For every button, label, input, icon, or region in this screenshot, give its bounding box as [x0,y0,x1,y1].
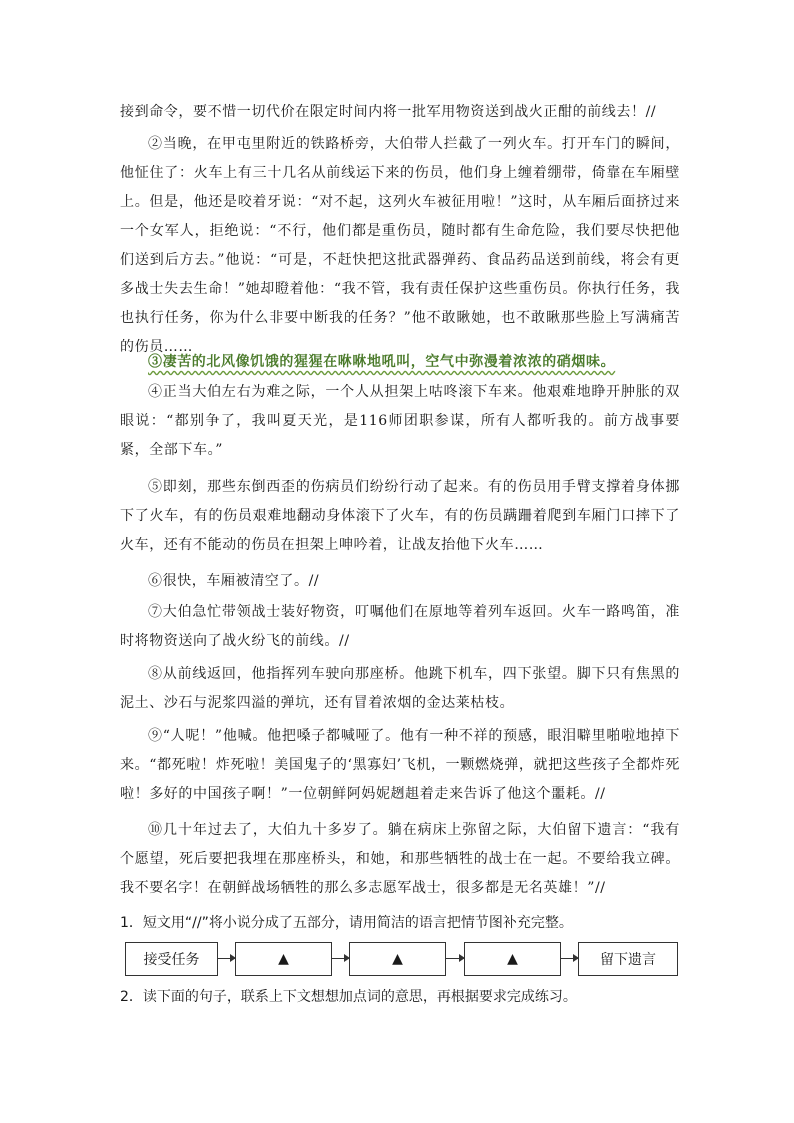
story-paragraph-8: ⑧从前线返回，他指挥列车驶向那座桥。他跳下机车，四下张望。脚下只有焦黑的泥土、沙石与泥浆四溢的弹坑，还有冒着浓烟的金达莱枯枝。 [120,666,680,711]
story-paragraph-3-highlighted [120,348,680,377]
flow-arrow-3 [446,958,464,959]
plot-flowchart [125,942,680,978]
story-paragraph-2: ②当晚，在甲屯里附近的铁路桥旁，大伯带人拦截了一列火车。打开车门的瞬间，他怔住了：火车上有三十几名从前线运下来的伤员，他们身上缠着绷带，倚靠在车厢壁上。但是，他还是咬着牙说：“对不起，这列火车被征用啦！”这时，从车厢后面挤过来一个女军人，拒绝说：“不行，他们都是重伤员，随时都有生命危险，我们要尽快把他们送到后方去。”他说：“可是，不赶快把这批武器弹药、食品药品送到前线，将会有更多战士失去生命！”她却瞪着他：“我不管，我有责任保护这些重伤员。你执行任务，我也执行任务，你为什么非要中断我的任务？”他不敢瞅她，也不敢瞅那些脸上写满痛苦的伤员…… [120,136,680,355]
flow-step-2-blank[interactable]: ▲ [235,942,332,976]
story-paragraph-4: ④正当大伯左右为难之际，一个人从担架上咕咚滚下车来。他艰难地睁开肿胀的双眼说：“都别争了，我叫夏天光，是116师团职参谋，所有人都听我的。前方战事要紧，全部下车。” [120,384,680,458]
story-paragraph-5: ⑤即刻，那些东倒西歪的伤病员们纷纷行动了起来。有的伤员用手臂支撑着身体挪下了火车，有的伤员艰难地翻动身体滚下了火车，有的伤员蹒跚着爬到车厢门口摔下了火车，还有不能动的伤员在担架上呻吟着，让战友抬他下火车…… [120,479,680,553]
story-paragraph-10: ⑩几十年过去了，大伯九十多岁了。躺在病床上弥留之际，大伯留下遗言：“我有个愿望，死后要把我埋在那座桥头，和她，和那些牺牲的战士在一起。不要给我立碑。我不要名字！在朝鲜战场牺牲的那么多志愿军战士，很多都是无名英雄！”// [120,822,680,896]
question-2: 2．读下面的句子，联系上下文想想加点词的意思，再根据要求完成练习。 [120,989,577,1005]
flow-step-4-blank[interactable]: ▲ [464,942,561,976]
flow-step-5: 留下遗言 [578,942,678,976]
flow-step-3-blank[interactable]: ▲ [349,942,446,976]
highlighted-sentence: ③凄苦的北风像饥饿的猩猩在咻咻地吼叫，空气中弥漫着浓浓的硝烟味。 [148,354,616,370]
flow-arrow-1 [218,958,235,959]
story-paragraph-6: ⑥很快，车厢被清空了。// [148,573,320,589]
question-1: 1．短文用“//”将小说分成了五部分，请用简洁的语言把情节图补充完整。 [120,915,573,931]
story-paragraph-9: ⑨“人呢！”他喊。他把嗓子都喊哑了。他有一种不祥的预感，眼泪噼里啪啦地掉下来。“都死啦！炸死啦！美国鬼子的‘黑寡妇’飞机，一颗燃烧弹，就把这些孩子全都炸死啦！多好的中国孩子啊！”一位朝鲜阿妈妮趔趄着走来告诉了他这个噩耗。// [120,728,680,802]
story-paragraph-1-tail: 接到命令，要不惜一切代价在限定时间内将一批军用物资送到战火正酣的前线去！// [120,104,657,120]
flow-arrow-2 [332,958,349,959]
story-paragraph-7: ⑦大伯急忙带领战士装好物资，叮嘱他们在原地等着列车返回。火车一路鸣笛，准时将物资送向了战火纷飞的前线。// [120,604,680,649]
flow-step-1: 接受任务 [125,942,218,976]
flow-arrow-4 [561,958,578,959]
